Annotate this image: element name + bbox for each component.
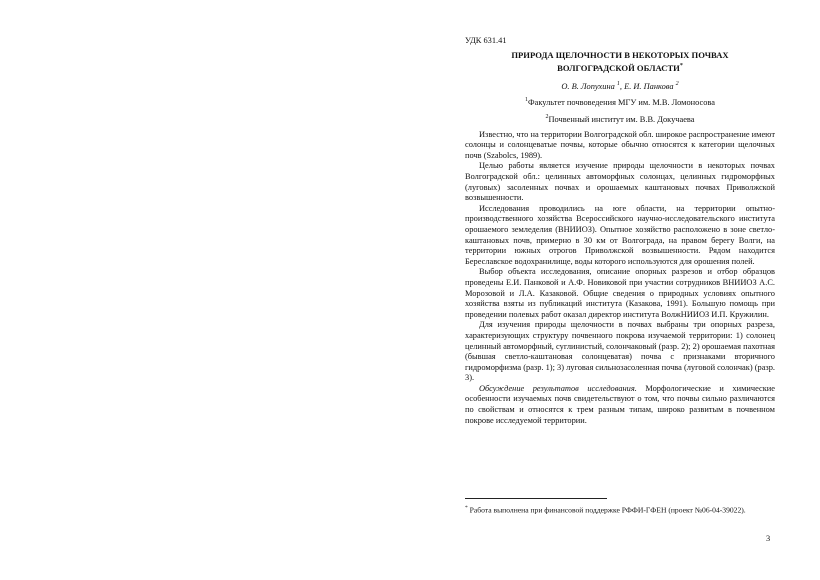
article-column <box>465 36 775 426</box>
author-2: Е. И. Панкова <box>624 82 674 92</box>
affiliation-2-mark: 2 <box>545 114 549 121</box>
footnote-text: Работа выполнена при финансовой поддержке РФФИ-ГФЕН (проект №06-04-39022). <box>467 505 746 515</box>
title-line-1: ПРИРОДА ЩЕЛОЧНОСТИ В НЕКОТОРЫХ ПОЧВАХ <box>511 49 729 60</box>
paragraph-discussion <box>465 384 775 426</box>
affiliation-1 <box>465 95 775 108</box>
paragraph-4: Выбор объекта исследования, описание опорных разрезов и отбор образцов проведены Е.И. Панковой и А.Ф. Новиковой при участии сотрудников ВНИИОЗ А.С. Морозовой и Л.А. Казаковой. Общие сведения о природных условиях опытного хозяйства взяты из публикаций института (Казакова, 1991). Большую помощь при проведении полевых работ оказал директор института ВолжНИИОЗ И.П. Кружилин. <box>465 267 775 319</box>
discussion-heading: Обсуждение результатов исследования. <box>479 383 637 393</box>
title-line-2-text: ВОЛГОГРАДСКОЙ ОБЛАСТИ <box>557 62 680 73</box>
udc-code: УДК 631.41 <box>465 36 507 45</box>
affiliation-1-text: Факультет почвоведения МГУ им. М.В. Ломоносова <box>528 97 715 107</box>
title-line-2 <box>465 61 775 74</box>
affiliation-2-text: Почвенный институт им. В.В. Докучаева <box>548 115 695 125</box>
authors <box>465 79 775 92</box>
author-2-affiliation-mark: 2 <box>675 81 679 88</box>
discussion-text: Морфологические и химические особенности изучаемых почв свидетельствуют о том, что почвы сильно различаются по свойствам и относятся к трем разным типам, широко развитым в почвенном покрове исследуемой территории. <box>465 383 775 425</box>
page-number: 3 <box>766 534 771 543</box>
author-1: О. В. Лопухина <box>561 82 615 92</box>
footnote-divider <box>465 498 607 499</box>
paragraph-2: Целью работы является изучение природы щелочности в некоторых почвах Волгоградской обл.: целинных автоморфных солонцах, целинных гидроморфных (луговых) засоленных почвах и орошаемых каштановых почвах Приволжской возвышенности. <box>465 161 775 203</box>
affiliation-1-mark: 1 <box>525 96 528 103</box>
paragraph-1: Известно, что на территории Волгоградской обл. широкое распространение имеют солонцы и солонцеватые почвы, которые обычно относятся к категории щелочных почв (Szabolcs, 1989). <box>465 129 775 160</box>
author-separator: , <box>619 82 625 92</box>
footnote <box>465 503 775 516</box>
author-1-affiliation-mark: 1 <box>616 81 620 88</box>
article-title <box>465 50 775 74</box>
footnote-mark: * <box>465 505 468 511</box>
paragraph-5: Для изучения природы щелочности в почвах выбраны три опорных разреза, характеризующих структуру почвенного покрова изучаемой территории: 1) солонец целинный автоморфный, суглинистый, солончаковый (разр. 2); 2) орошаемая пахотная (бывшая светло-каштановая солонцеватая) почва с признаками вторичного гидроморфизма (разр. 1); 3) луговая сильнозасоленная почва (луговой солончак) (разр. 3). <box>465 320 775 383</box>
affiliation-2 <box>465 112 775 125</box>
paragraph-3: Исследования проводились на юге области, на территории опытно-производственного хозяйства Всероссийского научно-исследовательского института орошаемого земледелия (ВНИИОЗ). Опытное хозяйство расположено в зоне светло-каштановых почв, примерно в 30 км от Волгограда, на правом берегу Волги, на территории южных отрогов Приволжской возвышенности. Рядом находится Береславское водохранилище, воды которого используются для орошения полей. <box>465 203 775 266</box>
title-footnote-mark: * <box>679 62 683 69</box>
